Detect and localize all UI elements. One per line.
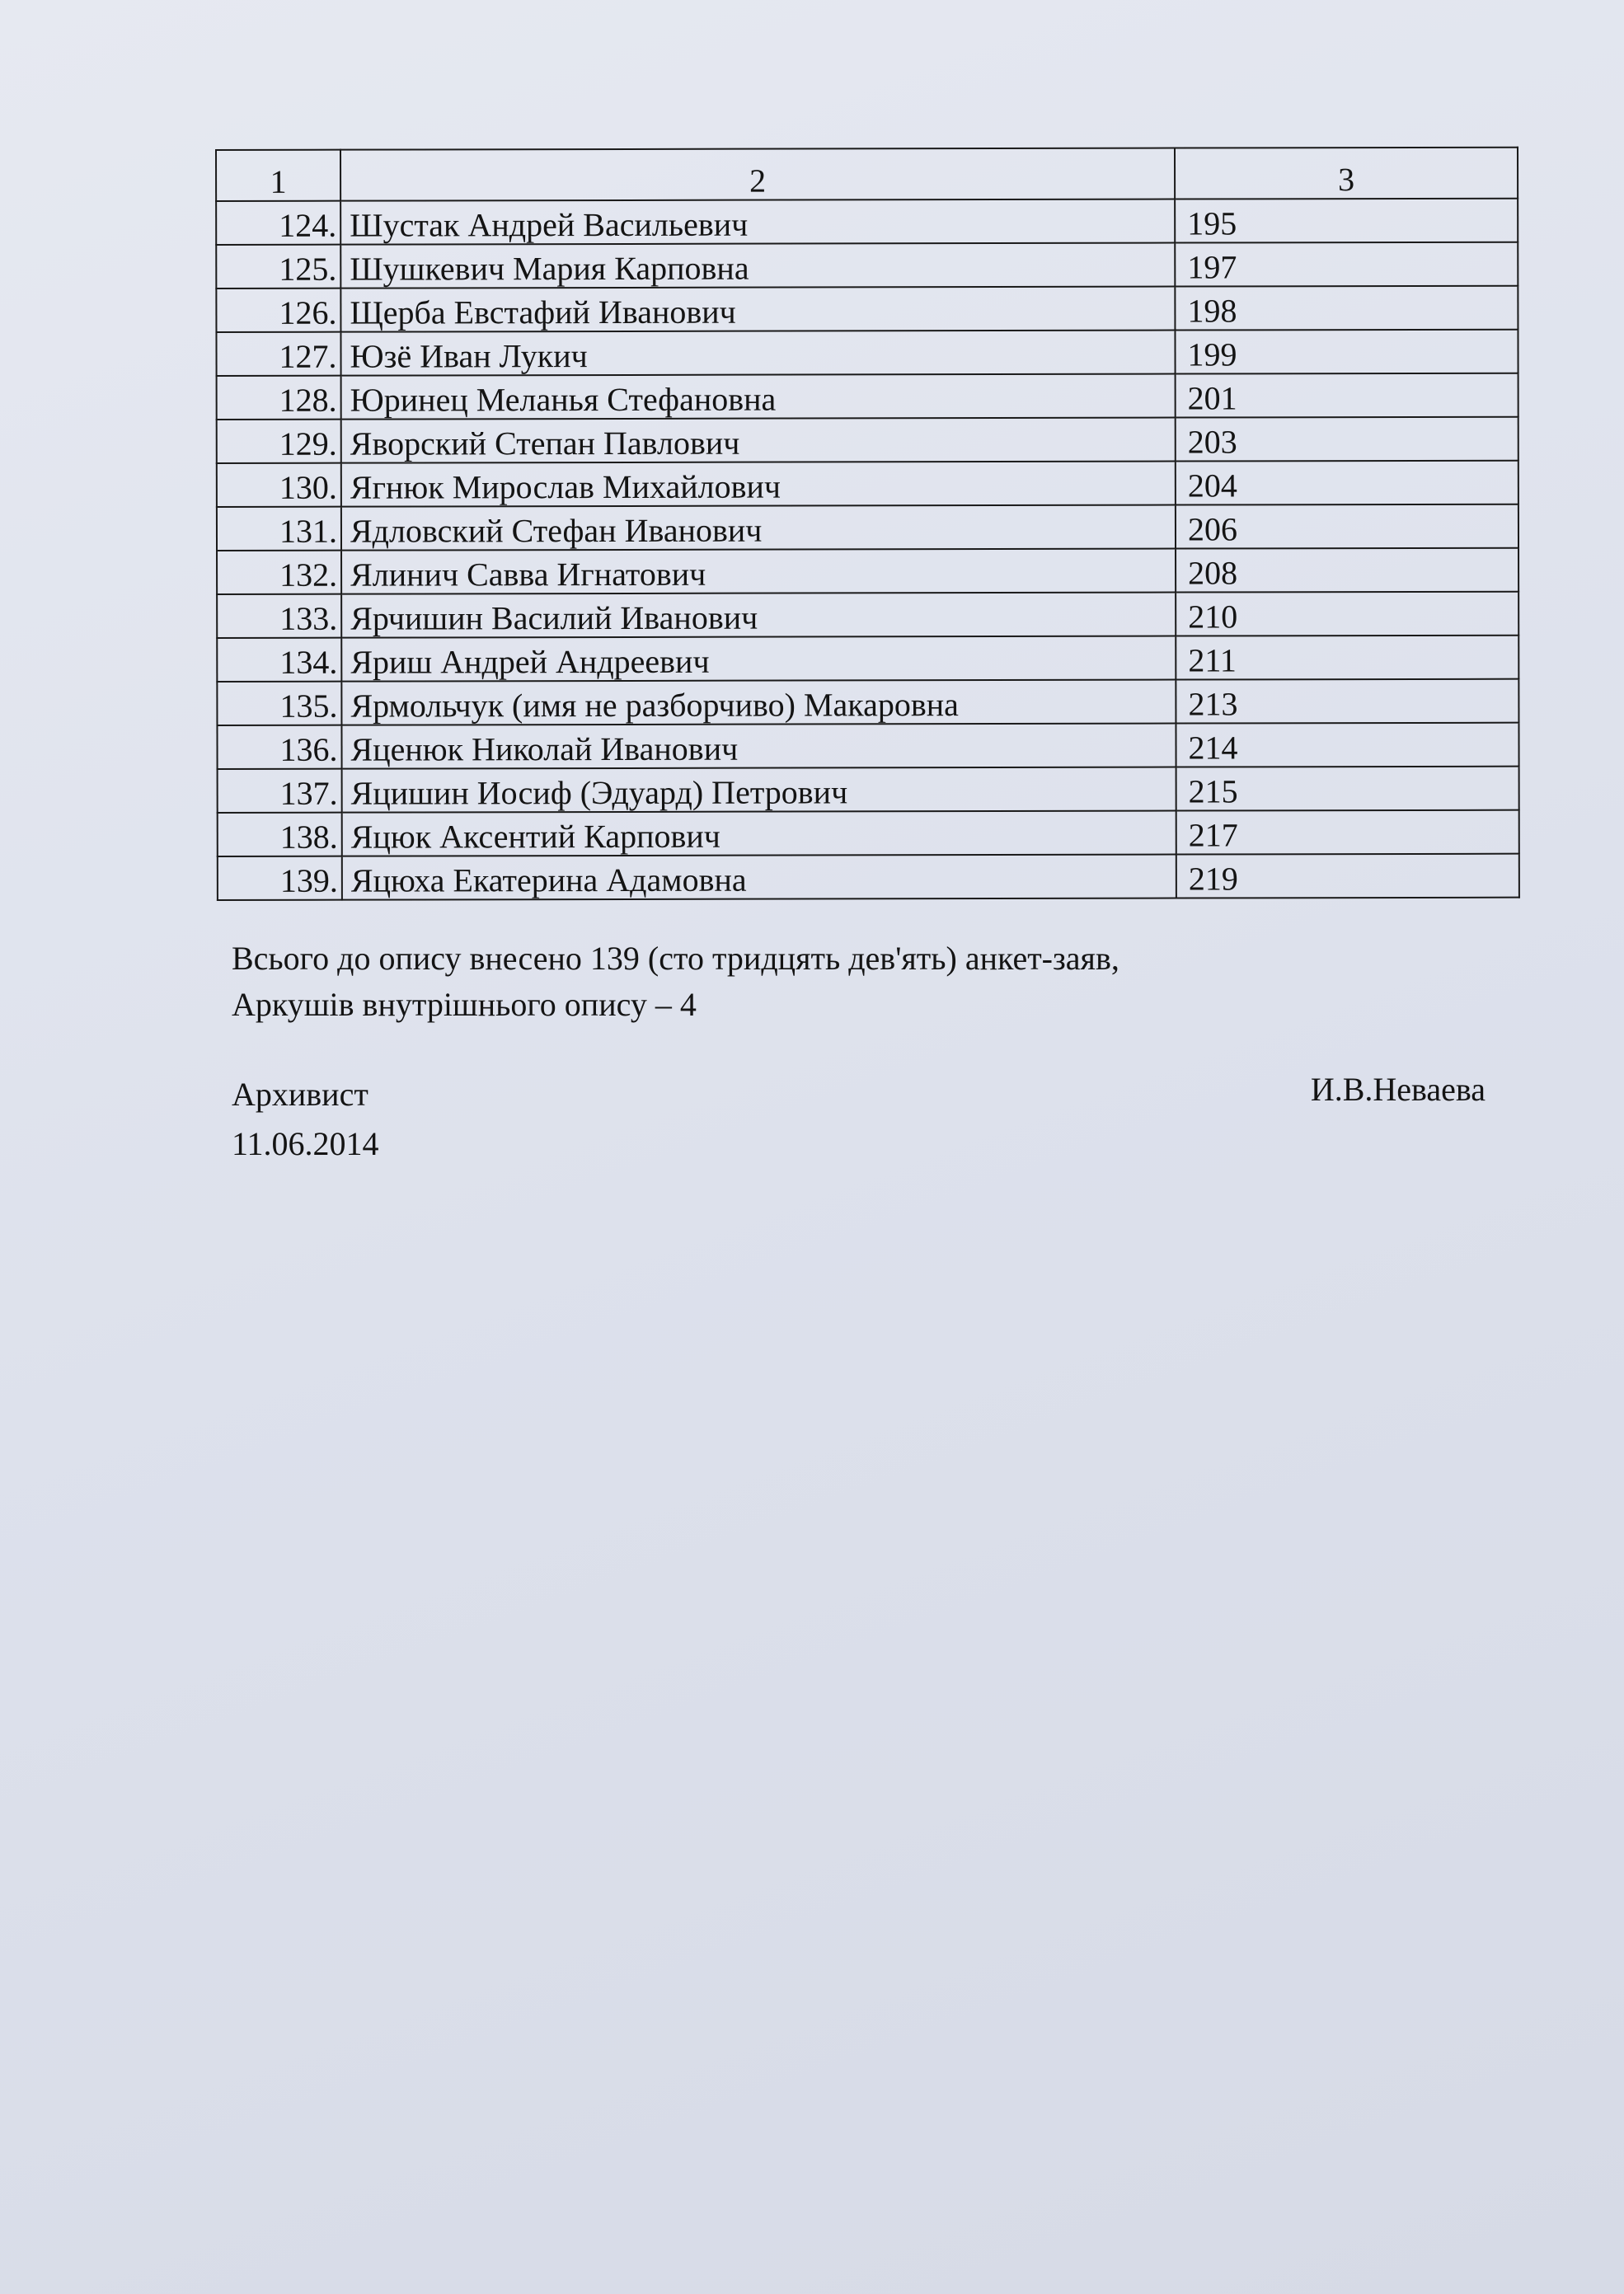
row-number: 135. (217, 682, 341, 725)
person-name: Шустак Андрей Васильевич (340, 199, 1175, 245)
row-number: 134. (217, 638, 341, 682)
row-number: 131. (217, 507, 341, 551)
person-name: Яценюк Николай Иванович (341, 724, 1176, 769)
signature-date: 11.06.2014 (232, 1125, 379, 1162)
row-number: 127. (216, 332, 340, 376)
table-row (216, 286, 1518, 332)
person-name: Яцюха Екатерина Адамовна (342, 855, 1176, 900)
person-name: Яворский Степан Павлович (341, 418, 1176, 463)
row-number: 132. (217, 551, 341, 594)
page-number: 210 (1176, 592, 1518, 636)
row-number: 133. (217, 594, 341, 638)
table-row (217, 417, 1518, 463)
row-number: 124. (216, 201, 340, 245)
table-row (217, 723, 1518, 769)
page-number: 195 (1175, 199, 1518, 243)
row-number: 139. (218, 856, 342, 900)
person-name: Яцюк Аксентий Карпович (342, 811, 1176, 856)
header-col-3: 3 (1175, 148, 1518, 199)
person-name: Яцишин Иосиф (Эдуард) Петрович (342, 767, 1176, 813)
row-number: 137. (218, 769, 342, 813)
header-col-1: 1 (216, 150, 340, 201)
person-name: Ядловский Стефан Иванович (341, 505, 1176, 551)
table-row (217, 461, 1518, 507)
table-row (218, 767, 1519, 813)
page-number: 213 (1176, 679, 1518, 724)
person-name: Ягнюк Мирослав Михайлович (341, 462, 1176, 507)
table-row (217, 504, 1518, 551)
page-number: 197 (1175, 242, 1518, 287)
header-col-2: 2 (340, 148, 1175, 201)
person-name: Яриш Андрей Андреевич (341, 636, 1176, 682)
page-number: 211 (1176, 636, 1518, 680)
table-row (217, 636, 1518, 682)
table-row (216, 242, 1518, 289)
inventory-table (215, 147, 1520, 901)
page-number: 208 (1176, 548, 1518, 593)
table-header-row (216, 148, 1518, 201)
table-row (217, 679, 1518, 725)
page-number: 219 (1176, 854, 1519, 898)
page-number: 199 (1175, 330, 1518, 374)
page-number: 198 (1175, 286, 1518, 331)
page-number: 214 (1176, 723, 1518, 767)
signature-role: Архивист (232, 1076, 368, 1113)
page-number: 206 (1176, 504, 1518, 549)
table-row (217, 373, 1518, 420)
person-name: Щерба Евстафий Иванович (340, 287, 1175, 332)
page-number: 217 (1176, 810, 1519, 855)
table-row (217, 592, 1518, 638)
table-row (216, 199, 1518, 245)
row-number: 136. (217, 725, 341, 769)
signature-name: И.В.Неваева (1310, 1071, 1486, 1108)
table-row (216, 330, 1518, 376)
page-number: 204 (1176, 461, 1518, 505)
person-name: Ярчишин Василий Иванович (341, 593, 1176, 638)
summary-total: Всього до опису внесено 139 (сто тридцять дев'ять) анкет-заяв, (232, 940, 1119, 977)
row-number: 125. (216, 245, 340, 289)
page-number: 203 (1176, 417, 1518, 462)
page-number: 201 (1176, 373, 1518, 418)
row-number: 138. (218, 813, 342, 856)
summary-sheets: Аркушів внутрішнього опису – 4 (232, 986, 697, 1023)
person-name: Ярмольчук (имя не разборчиво) Макаровна (341, 680, 1176, 725)
person-name: Юзё Иван Лукич (340, 331, 1175, 376)
table-row (218, 854, 1519, 900)
table-row (217, 548, 1518, 594)
row-number: 130. (217, 463, 341, 507)
page-number: 215 (1176, 767, 1519, 811)
person-name: Ялинич Савва Игнатович (341, 549, 1176, 594)
row-number: 129. (217, 420, 341, 463)
row-number: 126. (216, 289, 340, 332)
person-name: Шушкевич Мария Карповна (340, 243, 1175, 289)
row-number: 128. (217, 376, 341, 420)
person-name: Юринец Меланья Стефановна (341, 374, 1176, 420)
table-row (218, 810, 1519, 856)
